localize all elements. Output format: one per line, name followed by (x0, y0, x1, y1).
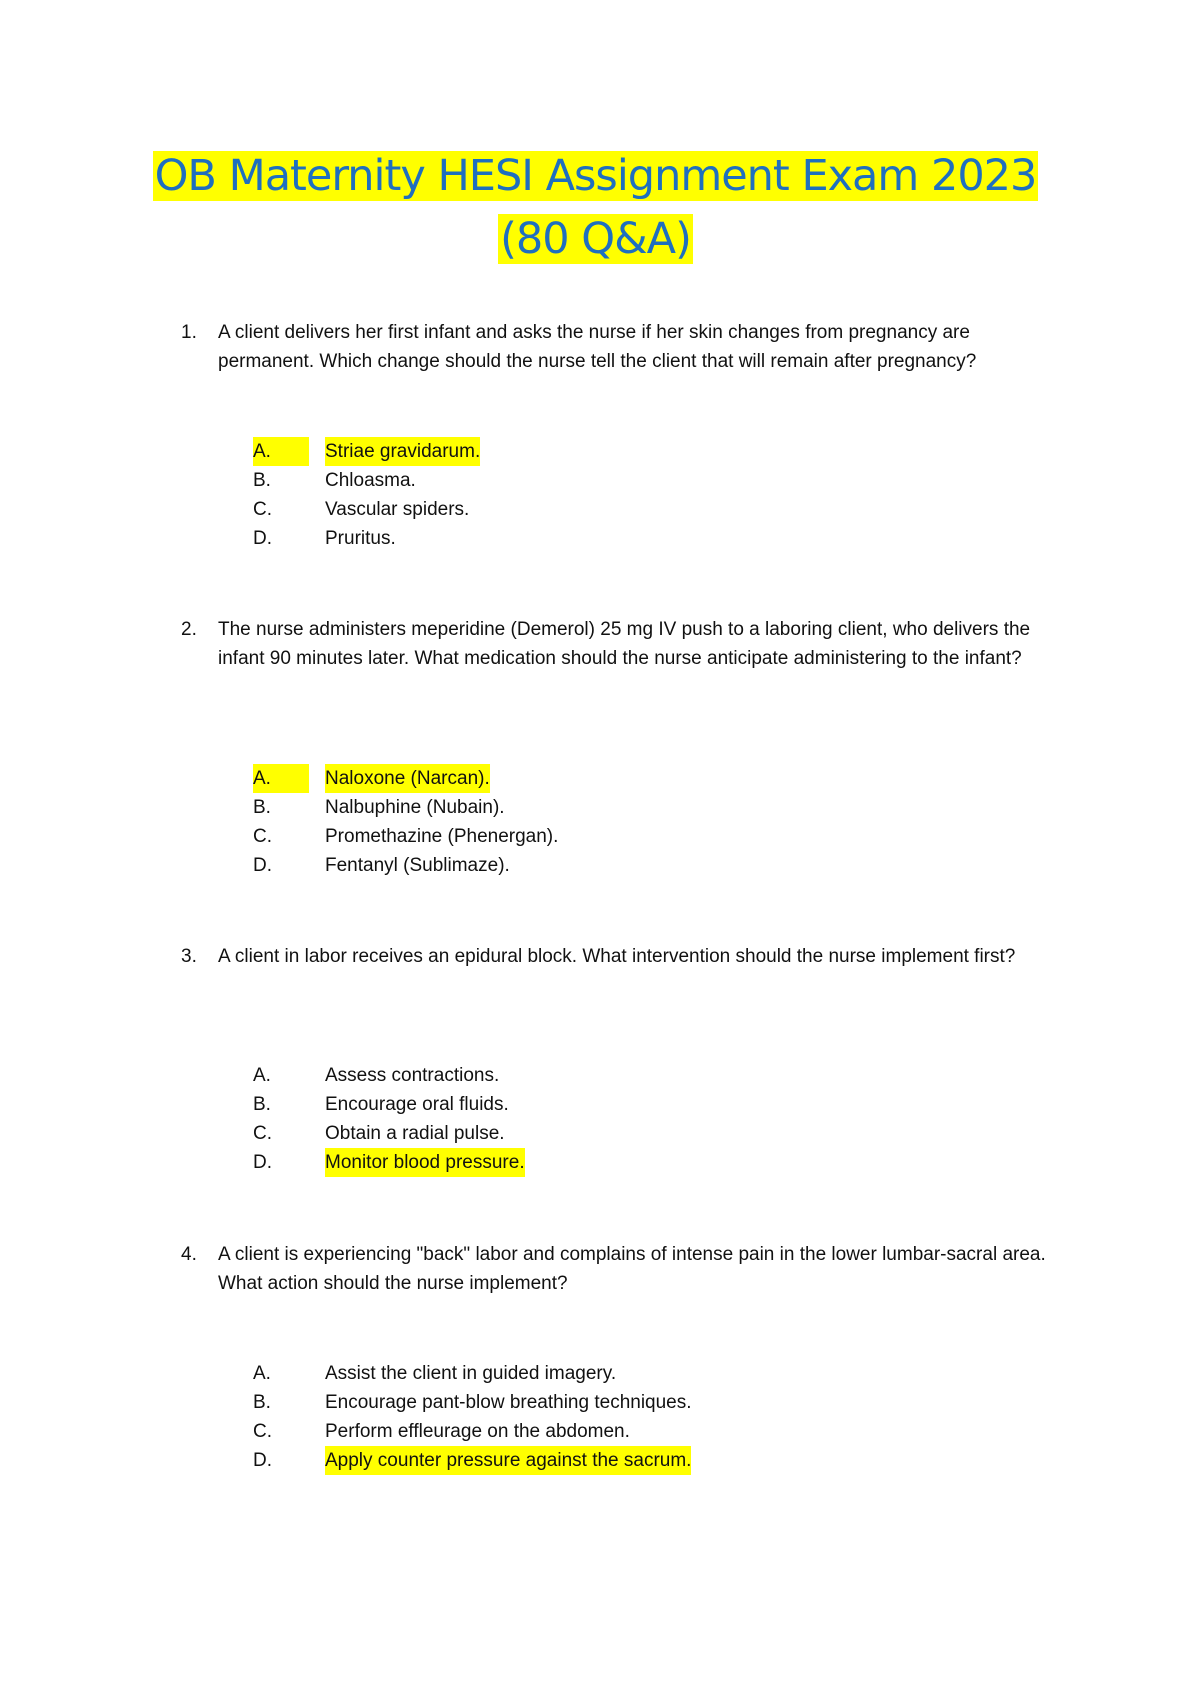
option-text: Obtain a radial pulse. (325, 1123, 505, 1144)
title-line-1: OB Maternity HESI Assignment Exam 2023 (154, 151, 1037, 201)
option-text: Nalbuphine (Nubain). (325, 797, 505, 818)
option-text: Fentanyl (Sublimaze). (325, 855, 510, 876)
question-number: 4. (181, 1244, 197, 1265)
option-letter: B. (253, 470, 271, 491)
option-4a (0, 1359, 1191, 1388)
option-text: Pruritus. (325, 528, 396, 549)
document-title (0, 145, 1191, 271)
option-1b (0, 466, 1191, 495)
option-text: Assess contractions. (325, 1065, 500, 1086)
option-1a (0, 437, 1191, 466)
option-letter: C. (253, 826, 272, 847)
question-number: 2. (181, 619, 197, 640)
option-text-correct: Naloxone (Narcan). (325, 764, 490, 793)
option-letter: C. (253, 499, 272, 520)
option-2c (0, 822, 1191, 851)
option-1c (0, 495, 1191, 524)
option-1d (0, 524, 1191, 553)
option-text-correct: Monitor blood pressure. (325, 1148, 525, 1177)
option-letter: C. (253, 1123, 272, 1144)
option-letter: D. (253, 528, 272, 549)
option-3d (0, 1148, 1191, 1177)
option-3a (0, 1061, 1191, 1090)
option-letter: A. (253, 1065, 271, 1086)
option-text: Assist the client in guided imagery. (325, 1363, 617, 1384)
option-text: Promethazine (Phenergan). (325, 826, 559, 847)
title-line-2: (80 Q&A) (500, 214, 691, 264)
option-letter: B. (253, 1094, 271, 1115)
option-3c (0, 1119, 1191, 1148)
option-letter: A. (253, 764, 309, 793)
option-letter: D. (253, 1450, 272, 1471)
option-4c (0, 1417, 1191, 1446)
option-text: Perform effleurage on the abdomen. (325, 1421, 630, 1442)
option-4d (0, 1446, 1191, 1475)
option-3b (0, 1090, 1191, 1119)
option-text-correct: Striae gravidarum. (325, 437, 480, 466)
option-letter: B. (253, 1392, 271, 1413)
option-letter: C. (253, 1421, 272, 1442)
option-letter: D. (253, 1152, 272, 1173)
question-text: A client delivers her first infant and asks the nurse if her skin changes from pregnancy are permanent. Which change should the nurse tell the client that will remain after pregnancy? (218, 322, 977, 372)
option-text: Chloasma. (325, 470, 416, 491)
option-text: Encourage pant-blow breathing techniques. (325, 1392, 692, 1413)
option-text-correct: Apply counter pressure against the sacrum. (325, 1446, 691, 1475)
question-text: A client is experiencing "back" labor and complains of intense pain in the lower lumbar-sacral area. What action should the nurse implement? (218, 1244, 1046, 1294)
option-2a (0, 764, 1191, 793)
question-number: 1. (181, 322, 197, 343)
option-2d (0, 851, 1191, 880)
option-2b (0, 793, 1191, 822)
question-text: A client in labor receives an epidural block. What intervention should the nurse implement first? (218, 946, 1016, 967)
option-text: Encourage oral fluids. (325, 1094, 509, 1115)
option-4b (0, 1388, 1191, 1417)
option-letter: D. (253, 855, 272, 876)
question-text: The nurse administers meperidine (Demerol) 25 mg IV push to a laboring client, who delivers the infant 90 minutes later. What medication should the nurse anticipate administering to the infant? (218, 619, 1031, 669)
option-letter: A. (253, 437, 309, 466)
option-letter: A. (253, 1363, 271, 1384)
option-text: Vascular spiders. (325, 499, 470, 520)
question-number: 3. (181, 946, 197, 967)
option-letter: B. (253, 797, 271, 818)
